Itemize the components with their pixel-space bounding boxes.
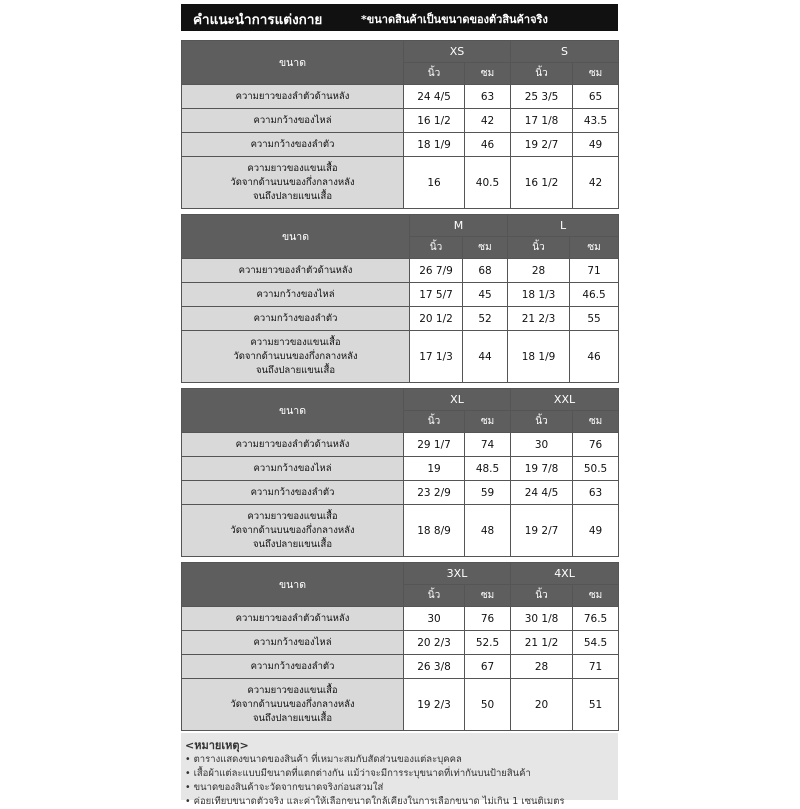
unit-inch: นิ้ว [511, 585, 573, 607]
value-cell: 63 [465, 85, 511, 109]
size-name: S [511, 41, 619, 63]
size-name: L [508, 215, 619, 237]
unit-cm: ซม [573, 585, 619, 607]
row-label-back-length: ความยาวของลำตัวด้านหลัง [182, 607, 404, 631]
unit-cm: ซม [465, 63, 511, 85]
size-label: ขนาด [278, 579, 307, 591]
unit-inch: นิ้ว [404, 411, 465, 433]
size-label: ขนาด [278, 405, 307, 417]
sleeve-label-line: ความยาวของแขนเสื้อ [250, 336, 341, 348]
value-cell: 17 1/8 [511, 109, 573, 133]
size-name: XXL [511, 389, 619, 411]
value-cell: 17 5/7 [410, 283, 463, 307]
value-cell: 19 2/7 [511, 133, 573, 157]
value-cell: 30 [511, 433, 573, 457]
value-cell: 49 [573, 133, 619, 157]
value-cell: 54.5 [573, 631, 619, 655]
sleeve-label-line: วัดจากด้านบนของกึ่งกลางหลัง [233, 350, 358, 362]
unit-cm: ซม [465, 411, 511, 433]
value-cell: 26 7/9 [410, 259, 463, 283]
size-name: 3XL [404, 563, 511, 585]
value-cell: 20 1/2 [410, 307, 463, 331]
value-cell: 52.5 [465, 631, 511, 655]
value-cell: 30 [404, 607, 465, 631]
value-cell: 18 1/3 [508, 283, 570, 307]
size-name: 4XL [511, 563, 619, 585]
row-label-shoulder-width: ความกว้างของไหล่ [182, 631, 404, 655]
value-cell: 19 2/3 [404, 679, 465, 731]
sleeve-label-line: ความยาวของแขนเสื้อ [247, 510, 338, 522]
value-cell: 19 7/8 [511, 457, 573, 481]
row-label-back-length: ความยาวของลำตัวด้านหลัง [182, 85, 404, 109]
value-cell: 67 [465, 655, 511, 679]
value-cell: 21 1/2 [511, 631, 573, 655]
value-cell: 30 1/8 [511, 607, 573, 631]
unit-inch: นิ้ว [404, 63, 465, 85]
sleeve-label-line: วัดจากด้านบนของกึ่งกลางหลัง [230, 698, 355, 710]
value-cell: 19 [404, 457, 465, 481]
size-label: ขนาด [281, 231, 310, 243]
note-item: • ตารางแสดงขนาดของสินค้า ที่เหมาะสมกับสัดส่วนของแต่ละบุคคล [185, 754, 462, 765]
value-cell: 23 2/9 [404, 481, 465, 505]
value-cell: 19 2/7 [511, 505, 573, 557]
value-cell: 76 [573, 433, 619, 457]
value-cell: 44 [463, 331, 508, 383]
value-cell: 51 [573, 679, 619, 731]
value-cell: 74 [465, 433, 511, 457]
sleeve-label-line: วัดจากด้านบนของกึ่งกลางหลัง [230, 176, 355, 188]
unit-cm: ซม [573, 63, 619, 85]
size-guide-title: คำแนะนำการแต่งกาย [193, 12, 323, 28]
size-table-xs-s [181, 40, 618, 209]
note-item: • ขนาดของสินค้าจะวัดจากขนาดจริงก่อนสวมใส่ [185, 782, 384, 793]
note-item: • เสื้อผ้าแต่ละแบบมีขนาดที่แตกต่างกัน แม้ว่าจะมีการระบุขนาดที่เท่ากันบนป้ายสินค้า [185, 768, 531, 779]
size-name: XL [404, 389, 511, 411]
value-cell: 65 [573, 85, 619, 109]
value-cell: 20 2/3 [404, 631, 465, 655]
value-cell: 50.5 [573, 457, 619, 481]
value-cell: 17 1/3 [410, 331, 463, 383]
value-cell: 46 [465, 133, 511, 157]
row-label-body-width: ความกว้างของลำตัว [182, 481, 404, 505]
value-cell: 59 [465, 481, 511, 505]
value-cell: 46 [570, 331, 619, 383]
unit-cm: ซม [573, 411, 619, 433]
size-table-3xl-4xl [181, 562, 618, 731]
value-cell: 16 [404, 157, 465, 209]
value-cell: 43.5 [573, 109, 619, 133]
value-cell: 71 [573, 655, 619, 679]
value-cell: 18 1/9 [404, 133, 465, 157]
size-label: ขนาด [278, 57, 307, 69]
unit-cm: ซม [465, 585, 511, 607]
row-label-shoulder-width: ความกว้างของไหล่ [182, 457, 404, 481]
value-cell: 40.5 [465, 157, 511, 209]
value-cell: 28 [511, 655, 573, 679]
sleeve-label-line: จนถึงปลายแขนเสื้อ [252, 190, 333, 202]
value-cell: 18 8/9 [404, 505, 465, 557]
value-cell: 18 1/9 [508, 331, 570, 383]
size-guide-header [181, 4, 618, 31]
value-cell: 28 [508, 259, 570, 283]
notes-title: <หมายเหตุ> [185, 739, 249, 752]
notes-panel [181, 733, 618, 807]
value-cell: 16 1/2 [404, 109, 465, 133]
value-cell: 48.5 [465, 457, 511, 481]
value-cell: 42 [465, 109, 511, 133]
size-header-cell [182, 389, 404, 433]
value-cell: 55 [570, 307, 619, 331]
value-cell: 52 [463, 307, 508, 331]
unit-inch: นิ้ว [508, 237, 570, 259]
value-cell: 76.5 [573, 607, 619, 631]
row-label-shoulder-width: ความกว้างของไหล่ [182, 283, 410, 307]
unit-cm: ซม [463, 237, 508, 259]
value-cell: 68 [463, 259, 508, 283]
row-label-body-width: ความกว้างของลำตัว [182, 133, 404, 157]
size-name: M [410, 215, 508, 237]
row-label-back-length: ความยาวของลำตัวด้านหลัง [182, 433, 404, 457]
unit-inch: นิ้ว [511, 63, 573, 85]
size-header-cell [182, 563, 404, 607]
value-cell: 63 [573, 481, 619, 505]
row-label-body-width: ความกว้างของลำตัว [182, 307, 410, 331]
unit-cm: ซม [570, 237, 619, 259]
row-label-body-width: ความกว้างของลำตัว [182, 655, 404, 679]
value-cell: 21 2/3 [508, 307, 570, 331]
size-guide-note: *ขนาดสินค้าเป็นขนาดของตัวสินค้าจริง [361, 13, 548, 26]
value-cell: 16 1/2 [511, 157, 573, 209]
value-cell: 50 [465, 679, 511, 731]
value-cell: 42 [573, 157, 619, 209]
value-cell: 71 [570, 259, 619, 283]
row-label-shoulder-width: ความกว้างของไหล่ [182, 109, 404, 133]
row-label-sleeve-length [182, 505, 404, 557]
row-label-back-length: ความยาวของลำตัวด้านหลัง [182, 259, 410, 283]
value-cell: 20 [511, 679, 573, 731]
sleeve-label-line: จนถึงปลายแขนเสื้อ [252, 538, 333, 550]
unit-inch: นิ้ว [404, 585, 465, 607]
size-header-cell [182, 41, 404, 85]
value-cell: 24 4/5 [404, 85, 465, 109]
value-cell: 76 [465, 607, 511, 631]
size-table-xl-xxl [181, 388, 618, 557]
size-table-m-l [181, 214, 618, 383]
size-name: XS [404, 41, 511, 63]
sleeve-label-line: จนถึงปลายแขนเสื้อ [255, 364, 336, 376]
sleeve-label-line: ความยาวของแขนเสื้อ [247, 162, 338, 174]
value-cell: 24 4/5 [511, 481, 573, 505]
sleeve-label-line: ความยาวของแขนเสื้อ [247, 684, 338, 696]
row-label-sleeve-length [182, 331, 410, 383]
value-cell: 48 [465, 505, 511, 557]
unit-inch: นิ้ว [410, 237, 463, 259]
sleeve-label-line: วัดจากด้านบนของกึ่งกลางหลัง [230, 524, 355, 536]
value-cell: 25 3/5 [511, 85, 573, 109]
unit-inch: นิ้ว [511, 411, 573, 433]
value-cell: 26 3/8 [404, 655, 465, 679]
value-cell: 29 1/7 [404, 433, 465, 457]
value-cell: 49 [573, 505, 619, 557]
value-cell: 46.5 [570, 283, 619, 307]
size-header-cell [182, 215, 410, 259]
row-label-sleeve-length [182, 679, 404, 731]
value-cell: 45 [463, 283, 508, 307]
sleeve-label-line: จนถึงปลายแขนเสื้อ [252, 712, 333, 724]
row-label-sleeve-length [182, 157, 404, 209]
note-item: • ค่อยเทียบขนาดตัวจริง และค่าให้เลือกขนาดใกล้เคียงในการเลือกขนาด ไม่เกิน 1 เซนติเมตร [185, 796, 565, 807]
